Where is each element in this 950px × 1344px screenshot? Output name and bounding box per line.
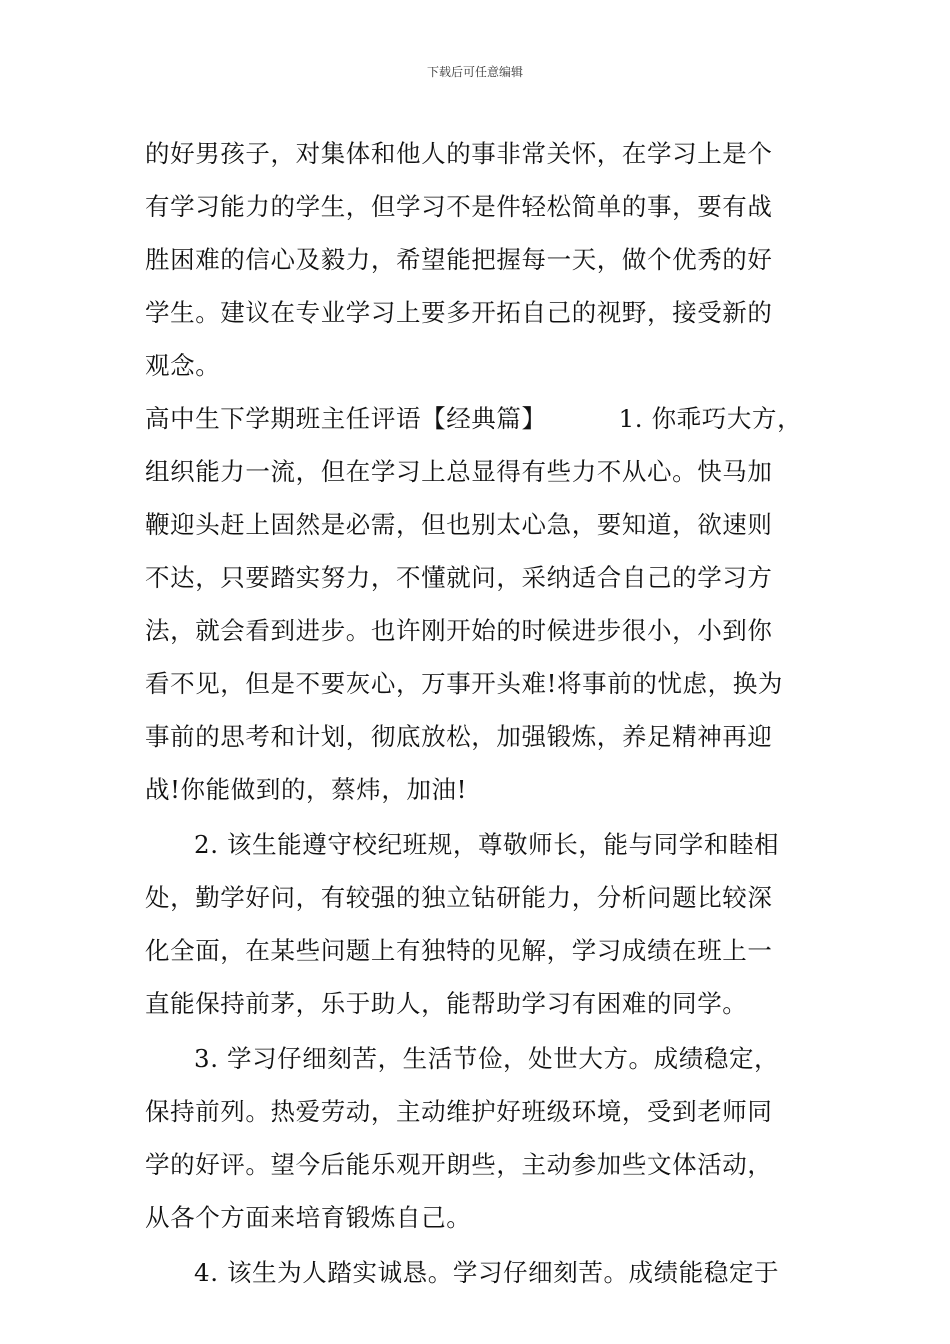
text-line: 直能保持前茅，乐于助人，能帮助学习有困难的同学。 bbox=[145, 989, 748, 1018]
text-line: 化全面，在某些问题上有独特的见解，学习成绩在班上一 bbox=[145, 936, 773, 965]
text-line: 战!你能做到的，蔡炜，加油! bbox=[145, 775, 468, 804]
text-line: 事前的思考和计划，彻底放松，加强锻炼，养足精神再迎 bbox=[145, 722, 773, 751]
text-line: 胜困难的信心及毅力，希望能把握每一天，做个优秀的好 bbox=[145, 245, 773, 274]
item-1-paragraph bbox=[145, 392, 810, 816]
text-line: 保持前列。热爱劳动，主动维护好班级环境，受到老师同 bbox=[145, 1097, 773, 1126]
item-1-lead: 1. 你乖巧大方， bbox=[618, 404, 803, 433]
text-line: 组织能力一流，但在学习上总显得有些力不从心。快马加 bbox=[145, 457, 773, 486]
text-line: 学生。建议在专业学习上要多开拓自己的视野，接受新的 bbox=[145, 298, 773, 327]
text-line: 4. 该生为人踏实诚恳。学习仔细刻苦。成绩能稳定于 bbox=[194, 1258, 780, 1287]
item-2-paragraph bbox=[145, 818, 810, 1030]
text-line: 有学习能力的学生，但学习不是件轻松简单的事，要有战 bbox=[145, 192, 773, 221]
document-body bbox=[145, 127, 810, 1299]
text-line: 不达，只要踏实努力，不懂就问，采纳适合自己的学习方 bbox=[145, 563, 773, 592]
text-line: 学的好评。望今后能乐观开朗些，主动参加些文体活动， bbox=[145, 1150, 773, 1179]
text-line: 处，勤学好问，有较强的独立钻研能力，分析问题比较深 bbox=[145, 883, 773, 912]
text-line: 法，就会看到进步。也许刚开始的时候进步很小，小到你 bbox=[145, 616, 773, 645]
text-line: 鞭迎头赶上固然是必需，但也别太心急，要知道，欲速则 bbox=[145, 510, 773, 539]
text-line: 从各个方面来培育锻炼自己。 bbox=[145, 1203, 472, 1232]
text-line: 2. 该生能遵守校纪班规，尊敬师长，能与同学和睦相 bbox=[194, 830, 780, 859]
section-title-line bbox=[145, 392, 810, 445]
text-line: 看不见，但是不要灰心，万事开头难!将事前的忧虑，换为 bbox=[145, 669, 783, 698]
item-4-paragraph bbox=[145, 1246, 810, 1299]
text-line: 观念。 bbox=[145, 351, 221, 380]
page-header: 下载后可任意编辑 bbox=[426, 65, 523, 79]
item-3-paragraph bbox=[145, 1032, 810, 1244]
text-line: 3. 学习仔细刻苦，生活节俭，处世大方。成绩稳定， bbox=[194, 1044, 780, 1073]
intro-paragraph bbox=[145, 127, 810, 392]
text-line: 的好男孩子，对集体和他人的事非常关怀，在学习上是个 bbox=[145, 139, 773, 168]
section-title: 高中生下学期班主任评语【经典篇】 bbox=[145, 404, 547, 433]
